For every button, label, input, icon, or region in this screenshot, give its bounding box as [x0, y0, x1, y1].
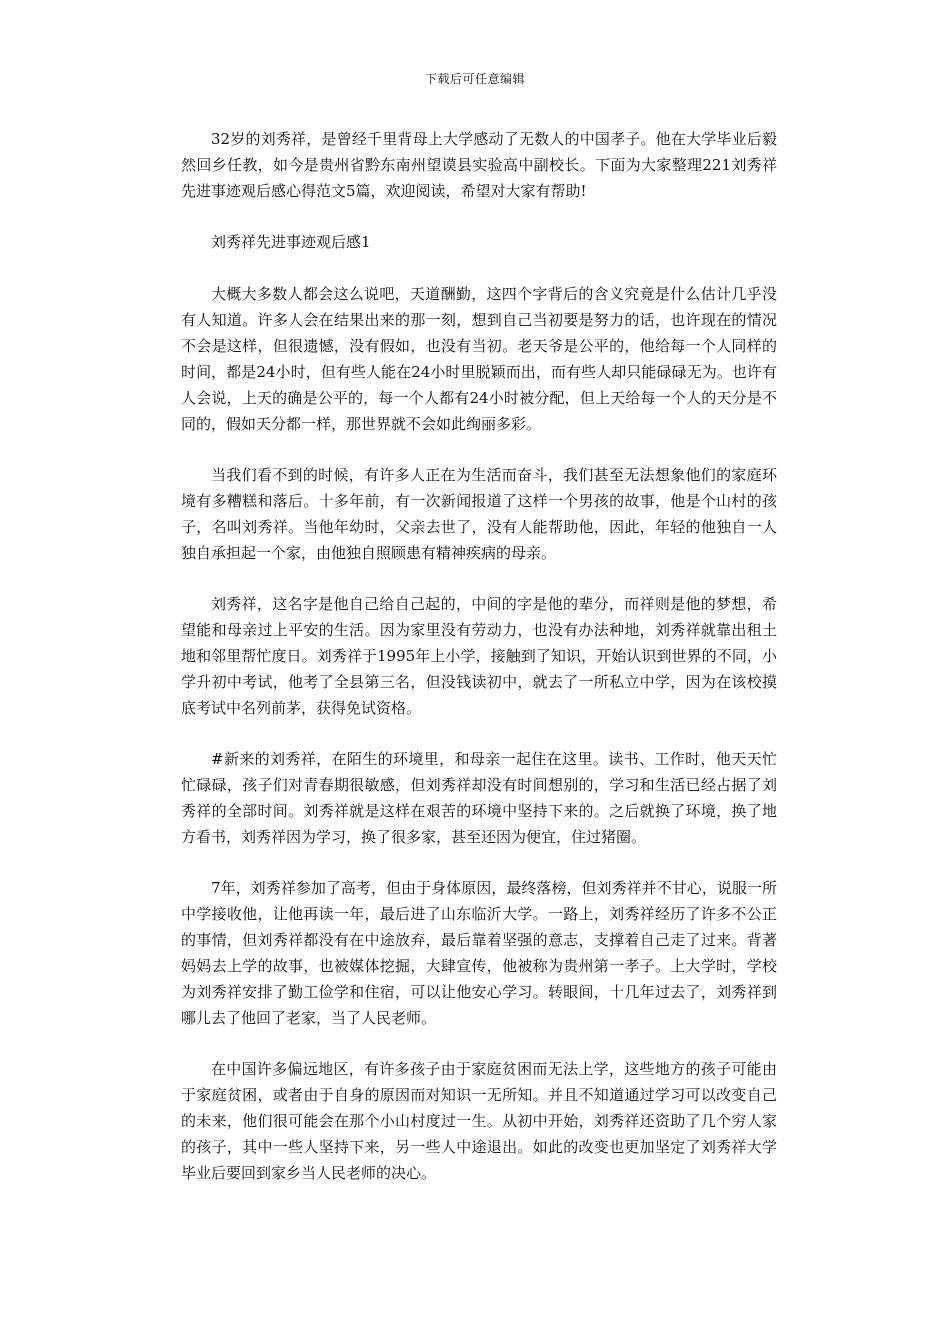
body-paragraph: 刘秀祥，这名字是他自己给自己起的，中间的字是他的辈分，而祥则是他的梦想，希望能和母亲过上平安的生活。因为家里没有劳动力，也没有办法种地，刘秀祥就靠出租土地和邻里帮忙度日。刘秀祥于1995年上小学，接触到了知识，开始认识到世界的不同，小学升初中考试，他考了全县第三名，但没钱读初中，就去了一所私立中学，因为在该校摸底考试中名列前茅，获得免试资格。	[181, 595, 777, 717]
body-paragraph: 当我们看不到的时候，有许多人正在为生活而奋斗，我们甚至无法想象他们的家庭环境有多糟糕和落后。十多年前，有一次新闻报道了这样一个男孩的故事，他是个山村的孩子，名叫刘秀祥。当他年幼时，父亲去世了，没有人能帮助他，因此，年轻的他独自一人独自承担起一个家，由他独自照顾患有精神疾病的母亲。	[181, 466, 777, 562]
section-heading: 刘秀祥先进事迹观后感1	[211, 233, 371, 251]
page-header: 下载后可任意编辑	[424, 72, 525, 86]
body-paragraph: 在中国许多偏远地区，有许多孩子由于家庭贫困而无法上学，这些地方的孩子可能由于家庭贫困，或者由于自身的原因而对知识一无所知。并且不知道通过学习可以改变自己的未来，他们很可能会在那个小山村度过一生。从初中开始，刘秀祥还资助了几个穷人家的孩子，其中一些人坚持下来，另一些人中途退出。如此的改变也更加坚定了刘秀祥大学毕业后要回到家乡当人民老师的决心。	[181, 1060, 777, 1182]
body-paragraph: #新来的刘秀祥，在陌生的环境里，和母亲一起住在这里。读书、工作时，他天天忙忙碌碌，孩子们对青春期很敏感，但刘秀祥却没有时间想别的，学习和生活已经占据了刘秀祥的全部时间。刘秀祥就是这样在艰苦的环境中坚持下来的。之后就换了环境，换了地方看书，刘秀祥因为学习，换了很多家，甚至还因为便宜，住过猪圈。	[181, 750, 777, 846]
body-paragraph: 7年，刘秀祥参加了高考，但由于身体原因，最终落榜，但刘秀祥并不甘心，说服一所中学接收他，让他再读一年，最后进了山东临沂大学。一路上，刘秀祥经历了许多不公正的事情，但刘秀祥都没有在中途放弃，最后靠着坚强的意志，支撑着自己走了过来。背著妈妈去上学的故事，也被媒体挖掘，大肆宣传，他被称为贵州第一孝子。上大学时，学校为刘秀祥安排了勤工俭学和住宿，可以让他安心学习。转眼间，十几年过去了，刘秀祥到哪儿去了他回了老家，当了人民老师。	[181, 879, 777, 1027]
intro-paragraph: 32岁的刘秀祥，是曾经千里背母上大学感动了无数人的中国孝子。他在大学毕业后毅然回乡任教，如今是贵州省黔东南州望谟县实验高中副校长。下面为大家整理221刘秀祥先进事迹观后感心得范文5篇，欢迎阅读，希望对大家有帮助!	[181, 130, 777, 200]
document-body	[181, 126, 777, 1211]
body-paragraph: 大概大多数人都会这么说吧，天道酬勤，这四个字背后的含义究竟是什么估计几乎没有人知道。许多人会在结果出来的那一刻，想到自己当初要是努力的话，也许现在的情况不会是这样，但很遗憾，没有假如，也没有当初。老天爷是公平的，他给每一个人同样的时间，都是24小时，但有些人能在24小时里脱颖而出，而有些人却只能碌碌无为。也许有人会说，上天的确是公平的，每一个人都有24小时被分配，但上天给每一个人的天分是不同的，假如天分都一样，那世界就不会如此绚丽多彩。	[181, 285, 777, 433]
